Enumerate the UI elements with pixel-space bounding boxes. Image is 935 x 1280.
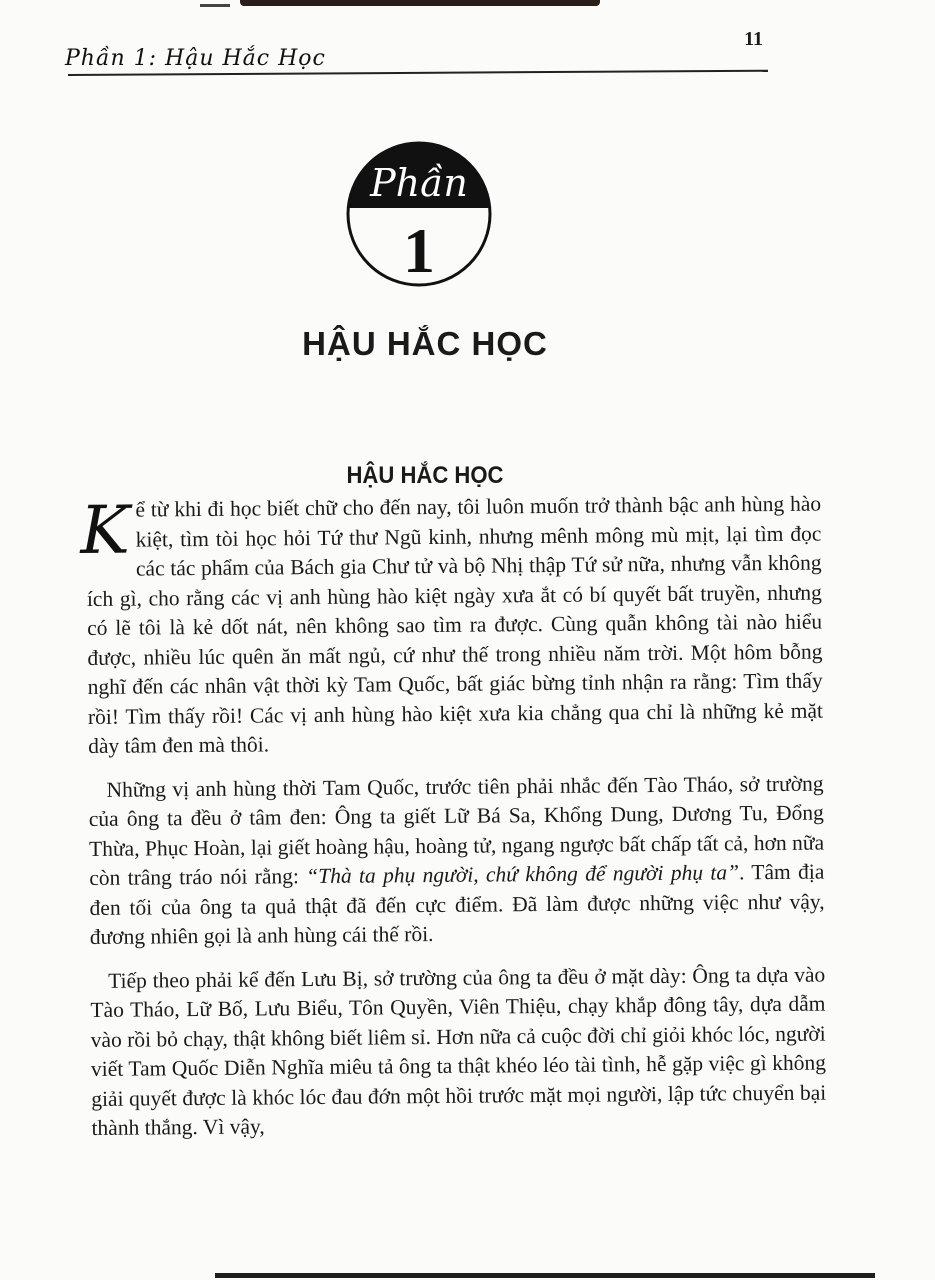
part-title: HẬU HẮC HỌC (302, 325, 548, 362)
paragraph-3-text: Tiếp theo phải kể đến Lưu Bị, sở trường của ông ta đều ở mặt dày: Ông ta dựa vào Tào Tháo, Lữ Bố, Lưu Biểu, Tôn Quyền, Viên Thiệu, chạy khắp đông tây, dựa dẫm vào rồi bỏ chạy, thật không biết liêm sỉ. Hơn nữa cả cuộc đời chỉ giỏi khóc lóc, người viết Tam Quốc Diễn Nghĩa miêu tả ông ta thật khéo léo tài tình, hễ gặp việc gì không giải quyết được là khóc lóc đau đớn một hồi trước mặt mọi người, lập tức chuyển bại thành thắng. Vì vậy, (90, 962, 827, 1140)
page-top-mark (200, 4, 230, 7)
paragraph-2 (88, 769, 825, 952)
paragraph-1 (79, 490, 824, 762)
part-number-emblem (345, 140, 493, 288)
paragraph-2-quote: “Thà ta phụ người, chứ không để người phụ ta” (306, 860, 740, 889)
paragraph-1-text: ể từ khi đi học biết chữ cho đến nay, tôi luôn muốn trở thành bậc anh hùng hào kiệt, tìm tòi học hỏi Tứ thư Ngũ kinh, nhưng mênh mông mù mịt, lại tìm đọc các tác phẩm của Bách gia Chư tử và bộ Nhị thập Tứ sử nữa, nhưng vẫn không ích gì, cho rằng các vị anh hùng hào kiệt ngày xưa ắt có bí quyết bất truyền, nhưng có lẽ tôi là kẻ dốt nát, nên không sao tìm ra được. Cùng quẫn không tài nào hiểu được, nhiều lúc quên ăn mất ngủ, cứ như thế trong nhiều năm trời. Một hôm bỗng nghĩ đến các nhân vật thời kỳ Tam Quốc, bất giác bừng tỉnh nhận ra rằng: Tìm thấy rồi! Tìm thấy rồi! Các vị anh hùng hào kiệt xưa kia chẳng qua chỉ là những kẻ mặt dày tâm đen mà thôi. (86, 491, 824, 758)
paragraph-2-text: Những vị anh hùng thời Tam Quốc, trước tiên phải nhắc đến Tào Tháo, sở trường của ông ta đều ở tâm đen: Ông ta giết Lữ Bá Sa, Khổng Dung, Dương Tu, Đổng Thừa, Phục Hoàn, lại giết hoàng hậu, hoàng tử, ngang ngược bất chấp tất cả, hơn nữa còn trâng tráo nói rằng: (88, 771, 825, 890)
emblem-part-number: 1 (403, 215, 435, 286)
paragraph-2-text-end: . Tâm địa đen tối của ông ta quả thật đã đến cực điểm. Đã làm được những việc như vậy, đương nhiên gọi là anh hùng cái thế rồi. (89, 859, 825, 949)
page-number: 11 (744, 28, 763, 50)
emblem-part-label: Phần (370, 161, 468, 205)
drop-cap: K (79, 491, 130, 570)
section-title: HẬU HẮC HỌC (346, 462, 504, 489)
page-top-edge-shadow (240, 0, 600, 6)
page-bottom-edge (215, 1273, 875, 1278)
body-text (79, 490, 827, 1158)
paragraph-3 (90, 960, 827, 1143)
running-header-title: Phần 1: Hậu Hắc Học (65, 46, 326, 71)
